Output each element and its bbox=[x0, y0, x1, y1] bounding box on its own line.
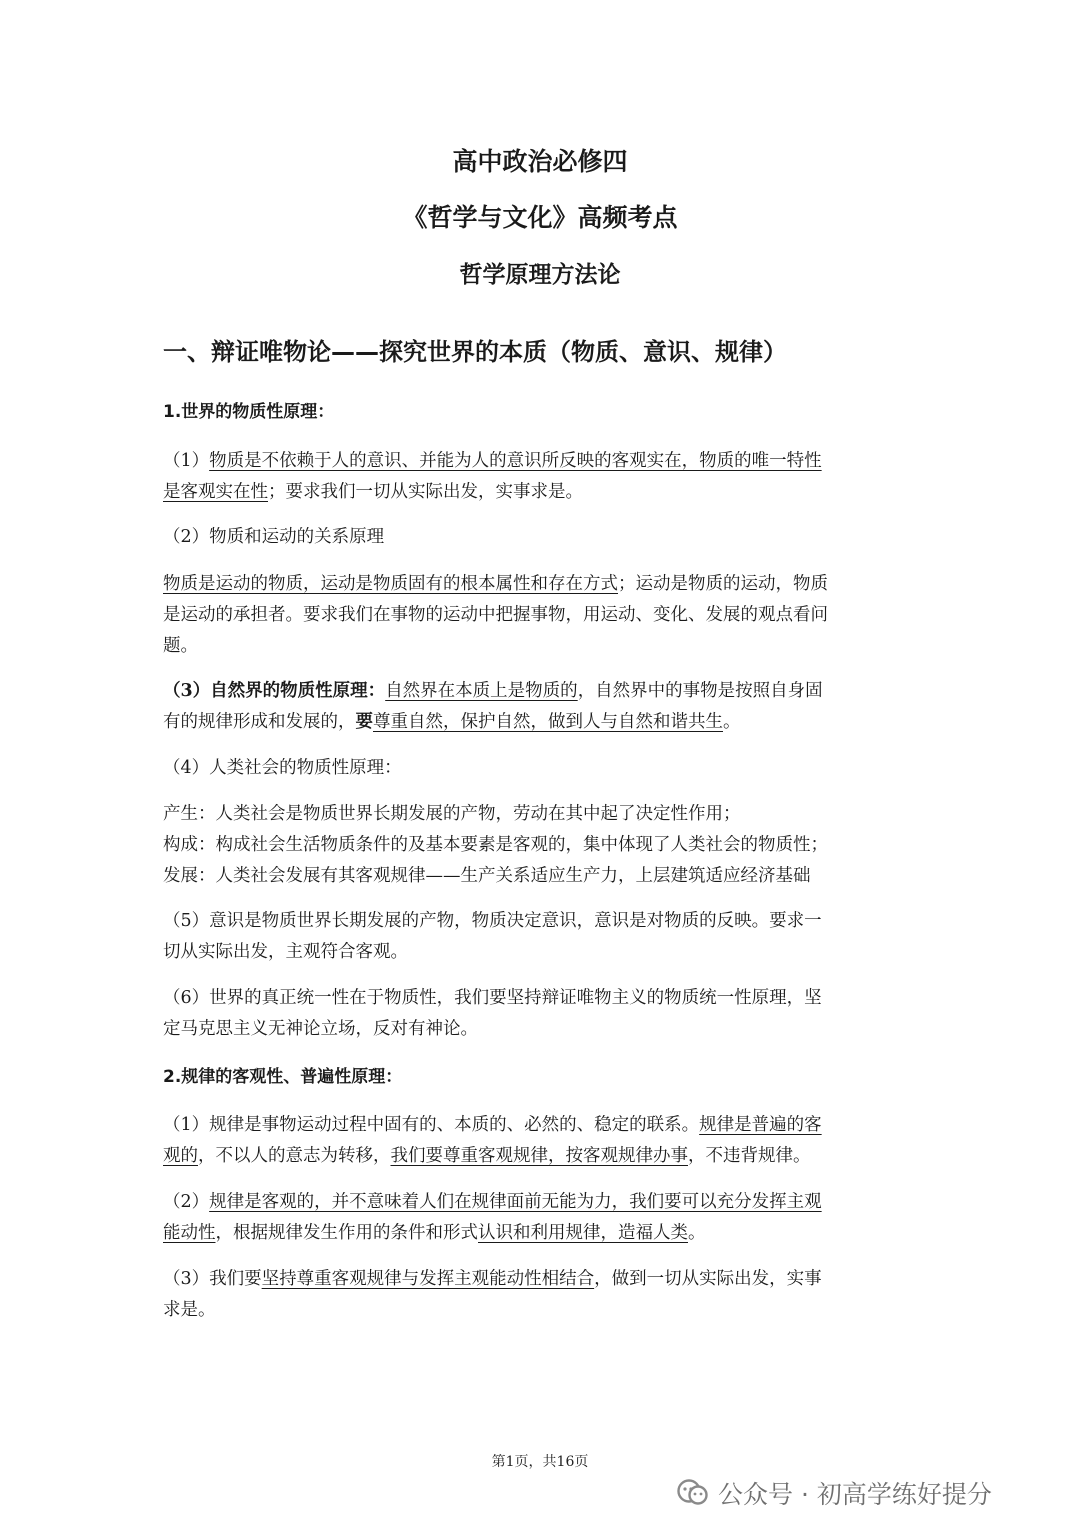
paragraph-8-underlined-3: 认识和利用规律，造福人类 bbox=[478, 1223, 688, 1243]
paragraph-2-underlined: 物质是运动的物质，运动是物质固有的根本属性和存在方式 bbox=[163, 574, 618, 594]
paragraph-4-line-3: 发展：人类社会发展有其客观规律——生产关系适应生产力，上层建筑适应经济基础 bbox=[163, 866, 811, 886]
paragraph-6 bbox=[163, 983, 923, 1045]
paragraph-7-line-2 bbox=[163, 1141, 923, 1172]
paragraph-8-line-1 bbox=[163, 1187, 923, 1218]
paragraph-2 bbox=[163, 569, 923, 662]
paragraph-7-underlined-2: 观的 bbox=[163, 1146, 198, 1166]
paragraph-7-underlined-3: 我们要尊重客观规律，按客观规律办事 bbox=[390, 1146, 688, 1166]
paragraph-8-line-2 bbox=[163, 1218, 923, 1249]
paragraph-2-line-2: 是运动的承担者。要求我们在事物的运动中把握事物，用运动、变化、发展的观点看问 bbox=[163, 605, 828, 625]
paragraph-8 bbox=[163, 1187, 923, 1249]
paragraph-3-text: ，自然界中的事物是按照自身固 bbox=[577, 681, 823, 701]
paragraph-3-text-2: 有的规律形成和发展的， bbox=[163, 712, 356, 732]
paragraph-3-end: 。 bbox=[723, 712, 741, 732]
page-footer: 第1页，共16页 bbox=[491, 1454, 589, 1470]
paragraph-7-end: ，不违背规律。 bbox=[688, 1146, 811, 1166]
paragraph-1-number: （1） bbox=[163, 451, 210, 471]
paragraph-7-text-2: ，不以人的意志为转移， bbox=[198, 1146, 391, 1166]
paragraph-9-line-2: 求是。 bbox=[163, 1300, 216, 1320]
part1-heading: 1.世界的物质性原理： bbox=[163, 402, 335, 422]
paragraph-3-bold: 要 bbox=[355, 712, 373, 732]
paragraph-1-line-1 bbox=[163, 446, 923, 477]
paragraph-5 bbox=[163, 906, 923, 968]
wechat-official-account-icon bbox=[676, 1478, 710, 1508]
paragraph-4-line-2: 构成：构成社会生活物质条件的及基本要素是客观的，集中体现了人类社会的物质性； bbox=[163, 835, 828, 855]
paragraph-3-line-2 bbox=[163, 707, 923, 738]
paragraph-1 bbox=[163, 446, 923, 508]
paragraph-7-line-1 bbox=[163, 1110, 923, 1141]
paragraph-2-label: （2）物质和运动的关系原理 bbox=[163, 527, 385, 547]
part2-heading: 2.规律的客观性、普遍性原理： bbox=[163, 1067, 403, 1087]
paragraph-8-number: （2） bbox=[163, 1192, 210, 1212]
paragraph-8-end: 。 bbox=[688, 1223, 706, 1243]
paragraph-9-line-1 bbox=[163, 1264, 923, 1295]
document-subtitle: 《哲学与文化》高频考点 bbox=[402, 203, 678, 232]
watermark-text: 公众号 · 初高学练好提分 bbox=[718, 1480, 992, 1509]
document-subtitle-2: 哲学原理方法论 bbox=[459, 262, 621, 288]
paragraph-5-line-1: （5）意识是物质世界长期发展的产物，物质决定意识，意识是对物质的反映。要求一 bbox=[163, 911, 822, 931]
paragraph-1-underlined-2: 是客观实在性 bbox=[163, 482, 268, 502]
paragraph-6-line-2: 定马克思主义无神论立场，反对有神论。 bbox=[163, 1019, 478, 1039]
paragraph-8-text: ，根据规律发生作用的条件和形式 bbox=[215, 1223, 478, 1243]
paragraph-8-underlined-2: 能动性 bbox=[163, 1223, 216, 1243]
paragraph-3-line-1 bbox=[163, 676, 923, 707]
paragraph-3-underlined-2: 尊重自然，保护自然，做到人与自然和谐共生 bbox=[373, 712, 723, 732]
paragraph-9-underlined: 坚持尊重客观规律与发挥主观能动性相结合 bbox=[261, 1269, 595, 1289]
paragraph-5-line-2: 切从实际出发，主观符合客观。 bbox=[163, 942, 408, 962]
paragraph-2-line-1 bbox=[163, 569, 923, 600]
paragraph-3-heading: （3）自然界的物质性原理： bbox=[163, 681, 386, 701]
paragraph-7-underlined: 规律是普遍的客 bbox=[699, 1115, 822, 1135]
paragraph-3-underlined: 自然界在本质上是物质的 bbox=[385, 681, 578, 701]
section-heading: 一、辩证唯物论——探究世界的本质（物质、意识、规律） bbox=[163, 338, 787, 366]
paragraph-9-text-2: ，做到一切从实际出发，实事 bbox=[594, 1269, 822, 1289]
paragraph-4 bbox=[163, 799, 923, 892]
paragraph-4-label: （4）人类社会的物质性原理： bbox=[163, 758, 402, 778]
paragraph-7 bbox=[163, 1110, 923, 1172]
paragraph-8-underlined: 规律是客观的，并不意味着人们在规律面前无能为力，我们要可以充分发挥主观 bbox=[209, 1192, 822, 1212]
paragraph-6-line-1: （6）世界的真正统一性在于物质性，我们要坚持辩证唯物主义的物质统一性原理，坚 bbox=[163, 988, 822, 1008]
paragraph-3 bbox=[163, 676, 923, 738]
paragraph-2-line-3: 题。 bbox=[163, 636, 198, 656]
document-title: 高中政治必修四 bbox=[452, 147, 628, 176]
paragraph-2-text: ；运动是物质的运动，物质 bbox=[618, 574, 828, 594]
paragraph-1-text: ；要求我们一切从实际出发，实事求是。 bbox=[268, 482, 583, 502]
paragraph-9-text: （3）我们要 bbox=[163, 1269, 262, 1289]
paragraph-9 bbox=[163, 1264, 923, 1326]
paragraph-1-underlined: 物质是不依赖于人的意识、并能为人的意识所反映的客观实在，物质的唯一特性 bbox=[209, 451, 822, 471]
paragraph-7-text: （1）规律是事物运动过程中固有的、本质的、必然的、稳定的联系。 bbox=[163, 1115, 700, 1135]
paragraph-1-line-2 bbox=[163, 477, 923, 508]
watermark bbox=[676, 1471, 992, 1515]
paragraph-4-line-1: 产生：人类社会是物质世界长期发展的产物，劳动在其中起了决定性作用； bbox=[163, 804, 741, 824]
